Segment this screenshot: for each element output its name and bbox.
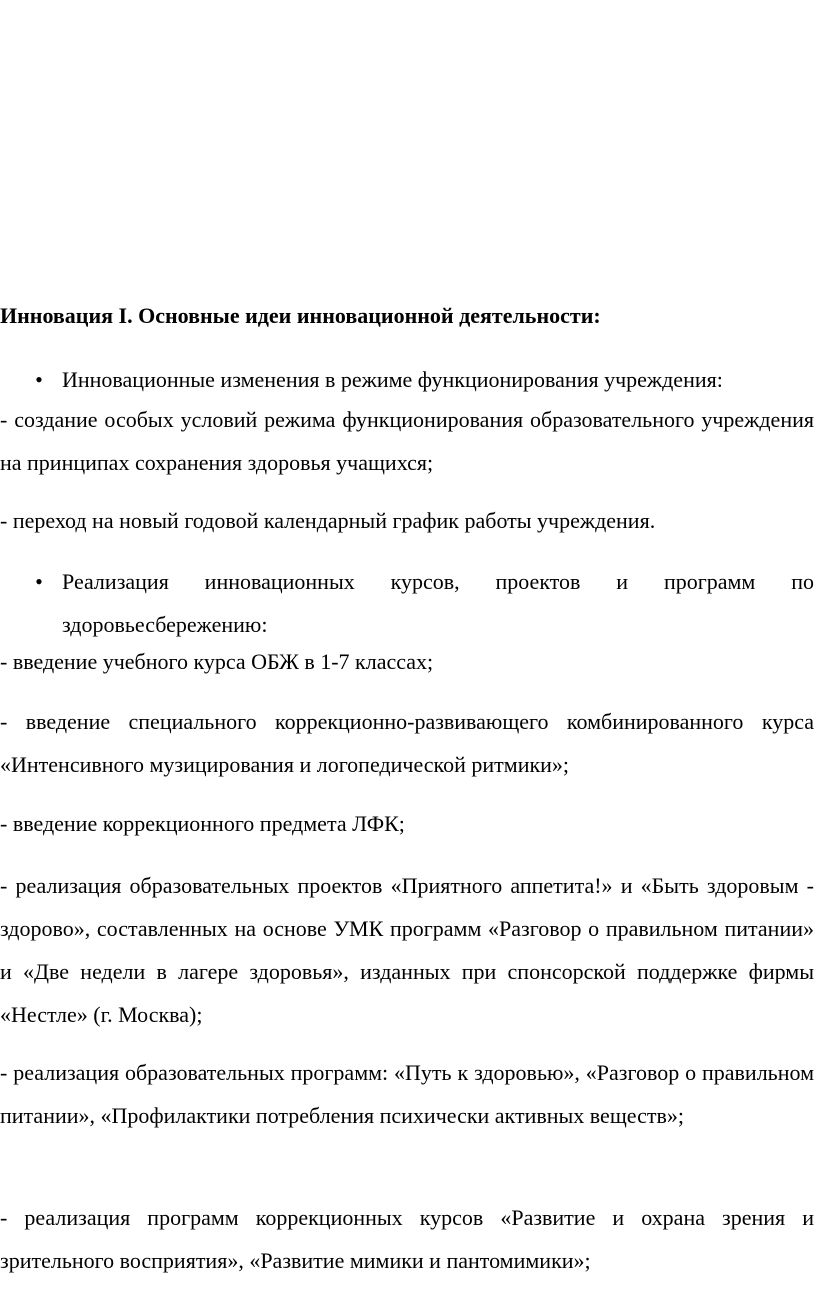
paragraph-educational-programs: - реализация образовательных программ: «Путь к здоровью», «Разговор о правильном питании», «Профилактики потребления психически активных веществ»; (0, 1060, 814, 1128)
paragraph-correctional-programs: - реализация программ коррекционных курсов «Развитие и охрана зрения и зрительного восприятия», «Развитие мимики и пантомимики»; (0, 1205, 814, 1273)
paragraph-special-conditions: - создание особых условий режима функционирования образовательного учреждения на принципах сохранения здоровья учащихся; (0, 407, 814, 475)
section-heading: Инновация I. Основные идеи инновационной деятельности: (0, 303, 601, 328)
bullet-icon: • (35, 367, 43, 392)
bullet-text: Реализация инновационных курсов, проектов и программ по здоровьесбережению: (62, 569, 814, 637)
paragraph-music-rhythmic-course: - введение специального коррекционно-развивающего комбинированного курса «Интенсивного музицирования и логопедической ритмики»; (0, 709, 814, 777)
paragraph-lfk-subject: - введение коррекционного предмета ЛФК; (0, 811, 405, 836)
paragraph-educational-projects: - реализация образовательных проектов «Приятного аппетита!» и «Быть здоровым - здорово», составленных на основе УМК программ «Разговор о правильном питании» и «Две недели в лагере здоровья», изданных при спонсорской поддержке фирмы «Нестле» (г. Москва); (0, 873, 814, 1027)
bullet-text: Инновационные изменения в режиме функционирования учреждения: (62, 367, 723, 392)
bullet-icon: • (35, 569, 43, 594)
paragraph-calendar-schedule: - переход на новый годовой календарный график работы учреждения. (0, 508, 656, 533)
paragraph-obzh-course: - введение учебного курса ОБЖ в 1-7 классах; (0, 649, 434, 674)
